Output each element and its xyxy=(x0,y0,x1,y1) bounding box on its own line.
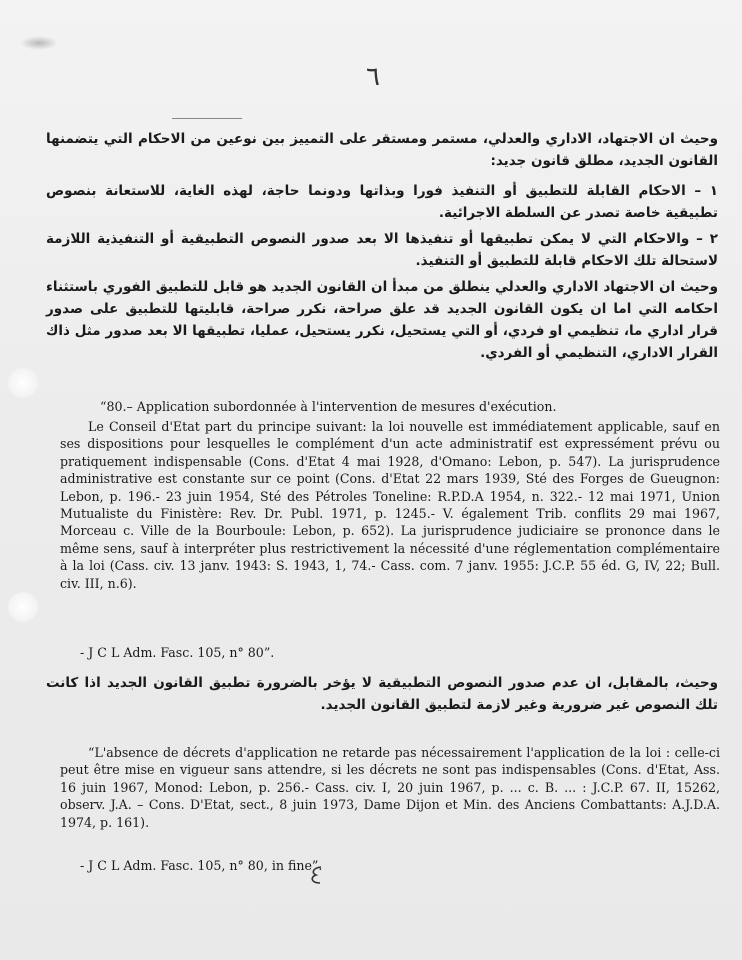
quote-2-body: “L'absence de décrets d'application ne retarde pas nécessairement l'application de la loi : celle-ci peut être mise en vigueur sans attendre, si les décrets ne sont pas indispensables (Cons. d'Etat, Ass. 16 juin 1967, Monod: Lebon, p. 256.- Cass. civ. I, 20 juin 1967, p. ... c. B. ... : J.C.P. 67. II, 15262, observ. J.A. – Cons. D'Etat, sect., 8 juin 1973, Dame Dijon et Min. des Anciens Combattants: A.J.D.A. 1974, p. 161). xyxy=(60,745,720,830)
arabic-item-2: ٢ – والاحكام التي لا يمكن تطبيقها أو تنفيذها الا بعد صدور النصوص التطبيقية أو التنفيذية اللازمة لاستحالة تلك الاحكام قابلة للتطبيق أو التنفيذ. xyxy=(46,231,718,269)
page-number: ٦ xyxy=(366,62,380,92)
arabic-item-1: ١ – الاحكام القابلة للتطبيق أو التنفيذ فورا وبذاتها ودونما حاجة، لهذه الغاية، للاستعانة بنصوص تطبيقية خاصة تصدر عن السلطة الاجرائية. xyxy=(46,183,718,221)
short-rule xyxy=(172,118,242,119)
arabic-paragraph-counter: وحيث، بالمقابل، ان عدم صدور النصوص التطبيقية لا يؤخر بالضرورة تطبيق القانون الجديد اذا كانت تلك النصوص غير ضرورية وغير لازمة لتطبيق القانون الجديد. xyxy=(46,675,718,713)
punch-hole-top xyxy=(8,368,38,398)
handwritten-mark-icon xyxy=(307,864,327,886)
scan-smudge xyxy=(20,36,58,50)
quote-1-title: “80.– Application subordonnée à l'intervention de mesures d'exécution. xyxy=(100,399,557,414)
quote-1-source: - J C L Adm. Fasc. 105, n° 80”. xyxy=(80,645,275,660)
arabic-paragraph-intro: وحيث ان الاجتهاد، الاداري والعدلي، مستمر ومستقر على التمييز بين نوعين من الاحكام التي يتضمنها القانون الجديد، مطلق قانون جديد: xyxy=(46,131,718,169)
quote-2-source: - J C L Adm. Fasc. 105, n° 80, in fine”. xyxy=(80,858,323,873)
quote-1-body: Le Conseil d'Etat part du principe suivant: la loi nouvelle est immédiatement applicable, sauf en ses dispositions pour lesquelles le complément d'un acte administratif est expressément prévu ou pratiquement indispensable (Cons. d'Etat 4 mai 1928, d'Omano: Lebon, p. 547). La jurisprudence administrative est constante sur ce point (Cons. d'Etat 22 mars 1939, Sté des Forges de Gueugnon: Lebon, p. 196.- 23 juin 1954, Sté des Pétroles Toneline: R.P.D.A 1954, n. 322.- 12 mai 1971, Union Mutualiste du Finistère: Rev. Dr. Publ. 1971, p. 1245.- V. également Trib. conflits 29 mai 1967, Morceau c. Ville de la Bourboule: Lebon, p. 652). La jurisprudence judiciaire se prononce dans le même sens, sauf à interpréter plus restrictivement la nécessité d'une réglementation complémentaire à la loi (Cass. civ. 13 janv. 1943: S. 1943, 1, 74.- Cass. com. 7 janv. 1955: J.C.P. 55 éd. G, IV, 22; Bull. civ. III, n.6). xyxy=(60,419,720,591)
arabic-paragraph-principle: وحيث ان الاجتهاد الاداري والعدلي ينطلق من مبدأ ان القانون الجديد هو قابل للتطبيق الفوري باستثناء احكامه التي اما ان يكون القانون الجديد قد علق صراحة، نكرر صراحة، قابليتها للتطبيق على صدور قرار اداري ما، تنظيمي او فردي، أو التي يستحيل، نكرر يستحيل، عمليا، تطبيقها الا بعد صدور مثل ذاك القرار الاداري، التنظيمي أو الفردي. xyxy=(46,279,718,361)
punch-hole-bottom xyxy=(8,592,38,622)
